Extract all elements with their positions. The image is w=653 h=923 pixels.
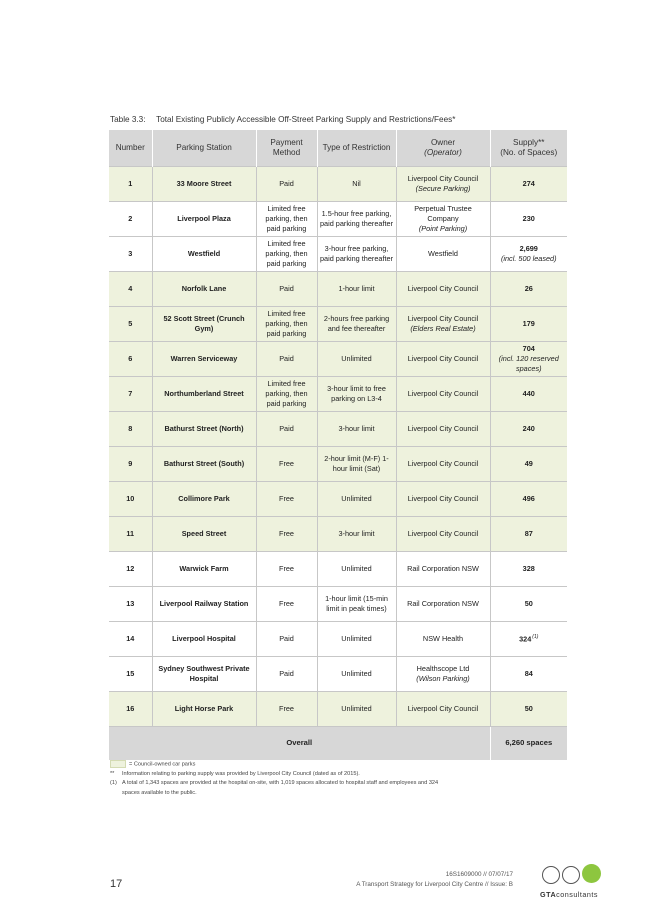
row-number: 6 [109,342,152,377]
row-owner-name: Liverpool City Council [407,314,479,324]
row-station: Speed Street [152,517,256,552]
table-row [109,692,567,727]
note-2-text: A total of 1,343 spaces are provided at the hospital on-site, with 1,019 spaces allocated to hospital staff and employees and 324 [122,780,439,787]
legend-swatch [110,760,126,768]
row-owner-name: Westfield [428,249,458,259]
parking-table [109,130,567,760]
footer-ref-code: 16S1609000 // 07/07/17 [445,871,513,878]
row-supply-value: 324 [519,634,532,644]
row-owner-name: Liverpool City Council [407,459,479,469]
row-station: Liverpool Plaza [152,202,256,237]
gta-logo [540,862,620,902]
row-owner-name: Liverpool City Council [407,529,479,539]
table-row [109,482,567,517]
row-supply [490,517,567,552]
row-owner [396,342,490,377]
row-station: 52 Scott Street (Crunch Gym) [152,307,256,342]
header-supply-label: Supply** [513,138,545,148]
row-supply-note: (incl. 120 reserved spaces) [498,354,559,373]
row-station: Northumberland Street [152,377,256,412]
row-supply [490,657,567,692]
row-restriction: Unlimited [317,622,396,657]
logo-text [540,890,598,899]
row-owner-name: Liverpool City Council [407,494,479,504]
table-row [109,412,567,447]
row-supply-value: 328 [522,564,535,574]
header-supply [490,130,567,167]
table-row [109,447,567,482]
row-number: 4 [109,272,152,307]
row-restriction: Unlimited [317,342,396,377]
row-owner [396,657,490,692]
table-header-row [109,130,567,167]
row-restriction: 1-hour limit [317,272,396,307]
row-owner [396,307,490,342]
logo-circle-3-icon [582,864,601,883]
row-supply [490,587,567,622]
row-restriction: 3-hour limit [317,412,396,447]
table-caption-number: Table 3.3: [110,115,146,124]
table-row [109,272,567,307]
logo-circle-2-icon [562,866,580,884]
row-payment: Paid [256,412,317,447]
row-supply-value: 84 [524,669,533,679]
row-owner-name: Rail Corporation NSW [407,599,479,609]
header-payment: Payment Method [256,130,317,167]
header-supply-sub: (No. of Spaces) [500,148,558,157]
row-operator: (Elders Real Estate) [410,324,476,333]
total-value: 6,260 spaces [490,727,567,761]
row-owner-name: Liverpool City Council [407,389,479,399]
row-supply-value: 2,699 [519,244,538,254]
row-station: Warwick Farm [152,552,256,587]
row-number: 8 [109,412,152,447]
row-owner [396,517,490,552]
row-owner [396,482,490,517]
total-label: Overall [109,727,490,761]
row-supply [490,307,567,342]
legend-text: = Council-owned car parks [129,761,196,768]
table-row [109,517,567,552]
header-restriction: Type of Restriction [317,130,396,167]
row-owner [396,202,490,237]
row-station: Bathurst Street (North) [152,412,256,447]
row-owner-name: Rail Corporation NSW [407,564,479,574]
row-supply [490,412,567,447]
row-owner-name: NSW Health [422,634,464,644]
logo-circle-1-icon [542,866,560,884]
row-number: 13 [109,587,152,622]
row-operator: (Wilson Parking) [416,674,470,683]
row-restriction: Unlimited [317,552,396,587]
row-station: Westfield [152,237,256,272]
row-payment: Limited free parking, then paid parking [256,237,317,272]
note-1 [110,770,438,780]
row-owner-name: Liverpool City Council [407,284,479,294]
row-station: Bathurst Street (South) [152,447,256,482]
row-restriction: 3-hour free parking, paid parking thereafter [317,237,396,272]
footer-reference [356,870,513,890]
header-owner-label: Owner [430,138,456,148]
row-payment: Paid [256,657,317,692]
logo-text-rest: consultants [556,890,598,899]
row-station: 33 Moore Street [152,167,256,202]
row-owner-name: Liverpool City Council [407,354,479,364]
row-supply-value: 496 [522,494,535,504]
row-restriction: 3-hour limit to free parking on L3-4 [317,377,396,412]
row-number: 2 [109,202,152,237]
row-station: Liverpool Hospital [152,622,256,657]
row-restriction: Unlimited [317,482,396,517]
table-row [109,622,567,657]
row-number: 3 [109,237,152,272]
row-payment: Limited free parking, then paid parking [256,202,317,237]
row-payment: Paid [256,272,317,307]
page-number: 17 [110,878,123,890]
row-owner-name: Healthscope Ltd [416,664,470,674]
row-restriction: 3-hour limit [317,517,396,552]
row-owner [396,692,490,727]
row-restriction: 2-hours free parking and fee thereafter [317,307,396,342]
row-payment: Paid [256,342,317,377]
row-supply-value: 440 [522,389,535,399]
row-restriction: Nil [317,167,396,202]
row-owner [396,552,490,587]
table-row [109,657,567,692]
note-1-text: Information relating to parking supply was provided by Liverpool City Council (dated as of 2015). [122,770,360,777]
row-supply-value: 704 [522,344,535,354]
row-owner-name: Liverpool City Council [407,424,479,434]
row-restriction: Unlimited [317,657,396,692]
row-number: 1 [109,167,152,202]
logo-text-bold: GTA [540,890,557,899]
table-caption [110,115,455,124]
row-supply-value: 50 [524,599,533,609]
row-number: 16 [109,692,152,727]
row-station: Norfolk Lane [152,272,256,307]
row-payment: Free [256,587,317,622]
row-payment: Paid [256,167,317,202]
row-supply [490,237,567,272]
row-payment: Free [256,517,317,552]
note-2-mark: (1) [110,780,117,787]
row-operator: (Secure Parking) [415,184,471,193]
header-owner [396,130,490,167]
row-payment: Free [256,447,317,482]
table-row [109,587,567,622]
table-row [109,377,567,412]
row-payment: Limited free parking, then paid parking [256,307,317,342]
table-row [109,237,567,272]
row-number: 9 [109,447,152,482]
row-restriction: 2-hour limit (M-F) 1-hour limit (Sat) [317,447,396,482]
row-supply-note: (1) [532,633,539,640]
row-supply-value: 49 [524,459,533,469]
row-owner [396,237,490,272]
row-number: 7 [109,377,152,412]
footer-doc-title: A Transport Strategy for Liverpool City Centre // Issue: B [356,881,513,889]
row-station: Warren Serviceway [152,342,256,377]
row-supply-value: 274 [522,179,535,189]
note-2 [110,779,438,789]
row-owner [396,622,490,657]
row-supply [490,692,567,727]
row-station: Liverpool Railway Station [152,587,256,622]
row-number: 10 [109,482,152,517]
row-supply-value: 50 [524,704,533,714]
row-restriction: Unlimited [317,692,396,727]
row-supply-value: 26 [524,284,533,294]
row-supply [490,482,567,517]
table-row [109,202,567,237]
row-supply-value: 240 [522,424,535,434]
row-supply [490,167,567,202]
row-payment: Free [256,552,317,587]
table-row [109,167,567,202]
row-owner-name: Perpetual Trustee Company [414,204,472,224]
row-station: Collimore Park [152,482,256,517]
row-operator: (Point Parking) [418,223,468,233]
row-number: 15 [109,657,152,692]
row-supply [490,202,567,237]
row-owner [396,167,490,202]
row-payment: Paid [256,622,317,657]
table-row [109,552,567,587]
row-owner [396,587,490,622]
table-notes [110,760,438,798]
row-supply [490,552,567,587]
note-1-mark: ** [110,770,115,777]
header-operator-label: (Operator) [424,148,462,157]
row-restriction: 1-hour limit (15-min limit in peak times) [317,587,396,622]
row-payment: Limited free parking, then paid parking [256,377,317,412]
row-owner [396,447,490,482]
row-supply-value: 230 [522,214,535,224]
row-number: 12 [109,552,152,587]
row-station: Sydney Southwest Private Hospital [152,657,256,692]
legend-line [110,760,438,770]
row-supply-value: 179 [522,319,535,329]
row-owner-name: Liverpool City Council [407,704,479,714]
row-supply [490,377,567,412]
row-payment: Free [256,692,317,727]
header-number: Number [109,130,152,167]
header-station: Parking Station [152,130,256,167]
row-owner [396,272,490,307]
table-caption-text: Total Existing Publicly Accessible Off-Street Parking Supply and Restrictions/Fees* [156,115,456,124]
row-supply [490,342,567,377]
row-number: 11 [109,517,152,552]
row-supply [490,622,567,657]
row-restriction: 1.5-hour free parking, paid parking thereafter [317,202,396,237]
note-2-continued: spaces available to the public. [122,789,197,796]
row-owner [396,377,490,412]
table-row [109,307,567,342]
row-supply [490,447,567,482]
row-number: 5 [109,307,152,342]
row-supply-note: (incl. 500 leased) [500,254,557,263]
row-supply [490,272,567,307]
row-owner [396,412,490,447]
table-row [109,342,567,377]
row-payment: Free [256,482,317,517]
row-owner-name: Liverpool City Council [407,174,479,184]
row-number: 14 [109,622,152,657]
table-total-row [109,727,567,761]
row-supply-value: 87 [524,529,533,539]
row-station: Light Horse Park [152,692,256,727]
